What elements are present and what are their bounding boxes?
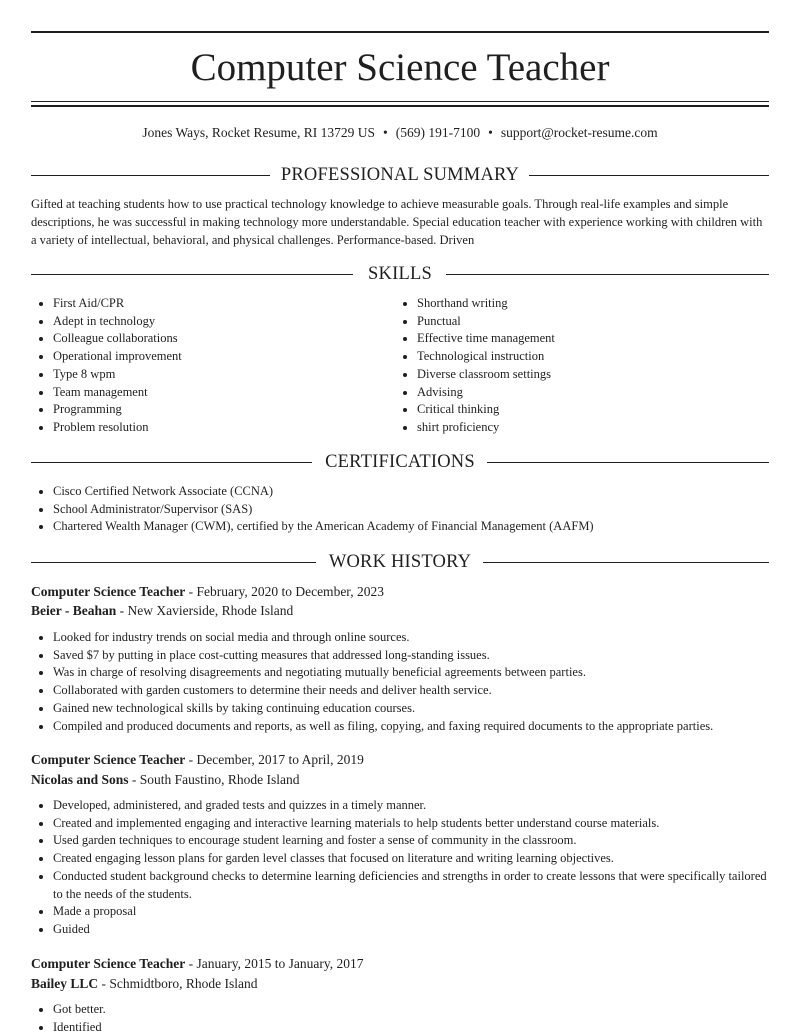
job-bullets xyxy=(31,797,769,939)
section-heading-label: CERTIFICATIONS xyxy=(325,452,475,472)
list-item: Guided xyxy=(31,921,769,939)
section-heading-summary xyxy=(31,163,769,187)
top-rule xyxy=(31,31,769,33)
job-title: Computer Science Teacher xyxy=(31,584,186,599)
list-item: Punctual xyxy=(395,313,769,331)
job-dates: - January, 2015 to January, 2017 xyxy=(185,956,364,971)
contact-line xyxy=(31,124,769,142)
job-bullets xyxy=(31,1001,769,1036)
list-item: Used garden techniques to encourage student learning and foster a sense of community in the classroom. xyxy=(31,832,769,850)
section-heading-skills xyxy=(31,262,769,286)
contact-separator: • xyxy=(488,125,493,140)
job-title-line xyxy=(31,955,769,973)
title-double-rule xyxy=(31,101,769,107)
job-dates: - December, 2017 to April, 2019 xyxy=(185,752,364,767)
list-item: Team management xyxy=(31,384,391,402)
list-item: First Aid/CPR xyxy=(31,295,391,313)
list-item: School Administrator/Supervisor (SAS) xyxy=(31,501,769,519)
section-heading-label: SKILLS xyxy=(368,264,432,284)
contact-phone: (569) 191-7100 xyxy=(395,125,481,140)
contact-email: support@rocket-resume.com xyxy=(500,125,658,140)
list-item: Technological instruction xyxy=(395,348,769,366)
list-item: Adept in technology xyxy=(31,313,391,331)
list-item: Made a proposal xyxy=(31,903,769,921)
list-item: Operational improvement xyxy=(31,348,391,366)
job-dates: - February, 2020 to December, 2023 xyxy=(185,584,385,599)
list-item: Got better. xyxy=(31,1001,769,1019)
job-location: - South Faustino, Rhode Island xyxy=(128,772,300,787)
contact-separator: • xyxy=(383,125,388,140)
section-heading-label: PROFESSIONAL SUMMARY xyxy=(280,165,520,185)
section-heading-certifications xyxy=(31,450,769,474)
list-item: Created and implemented engaging and interactive learning materials to help students better understand course materials. xyxy=(31,815,769,833)
certifications-list xyxy=(31,483,769,536)
job-company: Bailey LLC xyxy=(31,976,99,991)
list-item: Was in charge of resolving disagreements and negotiating mutually beneficial agreements between parties. xyxy=(31,664,769,682)
list-item: Diverse classroom settings xyxy=(395,366,769,384)
job-location: - Schmidtboro, Rhode Island xyxy=(98,976,258,991)
list-item: Collaborated with garden customers to determine their needs and deliver health service. xyxy=(31,682,769,700)
contact-address: Jones Ways, Rocket Resume, RI 13729 US xyxy=(142,125,376,140)
job-title-line xyxy=(31,751,769,769)
job-company-line xyxy=(31,975,769,993)
list-item: Chartered Wealth Manager (CWM), certified by the American Academy of Financial Management (AAFM) xyxy=(31,518,769,536)
list-item: Effective time management xyxy=(395,330,769,348)
list-item: Compiled and produced documents and reports, as well as filing, copying, and faxing required documents to the appropriate parties. xyxy=(31,718,769,736)
list-item: Type 8 wpm xyxy=(31,366,391,384)
list-item: Identified xyxy=(31,1019,769,1036)
list-item: Conducted student background checks to determine learning deficiencies and strengths in order to create lessons that were specifically tailored to the needs of the students. xyxy=(31,868,769,903)
list-item: Problem resolution xyxy=(31,419,391,437)
section-heading-work-history xyxy=(31,550,769,574)
list-item: Created engaging lesson plans for garden level classes that focused on literature and writing learning objectives. xyxy=(31,850,769,868)
list-item: Saved $7 by putting in place cost-cutting measures that addressed long-standing issues. xyxy=(31,647,769,665)
skills-list-right xyxy=(395,295,769,437)
resume-title: Computer Science Teacher xyxy=(190,46,610,89)
list-item: Programming xyxy=(31,401,391,419)
job-company: Nicolas and Sons xyxy=(31,772,129,787)
job-company: Beier - Beahan xyxy=(31,603,117,618)
summary-text: Gifted at teaching students how to use practical technology knowledge to achieve measurable goals. Through real-life examples and simple descriptions, he was successful in making technology more understandable. Special education teacher with experience working with children with a variety of intellectual, behavioral, and physical challenges. Performance-based. Driven xyxy=(31,197,763,247)
list-item: Looked for industry trends on social media and through online sources. xyxy=(31,629,769,647)
list-item: Shorthand writing xyxy=(395,295,769,313)
job-title: Computer Science Teacher xyxy=(31,956,186,971)
job-bullets xyxy=(31,629,769,735)
list-item: Critical thinking xyxy=(395,401,769,419)
skills-list-left xyxy=(31,295,391,437)
job-title-line xyxy=(31,583,769,601)
job-title: Computer Science Teacher xyxy=(31,752,186,767)
list-item: Colleague collaborations xyxy=(31,330,391,348)
list-item: Advising xyxy=(395,384,769,402)
job-company-line xyxy=(31,602,769,620)
list-item: Developed, administered, and graded tests and quizzes in a timely manner. xyxy=(31,797,769,815)
section-heading-label: WORK HISTORY xyxy=(328,552,472,572)
list-item: Cisco Certified Network Associate (CCNA) xyxy=(31,483,769,501)
job-company-line xyxy=(31,771,769,789)
list-item: shirt proficiency xyxy=(395,419,769,437)
list-item: Gained new technological skills by taking continuing education courses. xyxy=(31,700,769,718)
job-location: - New Xavierside, Rhode Island xyxy=(116,603,294,618)
